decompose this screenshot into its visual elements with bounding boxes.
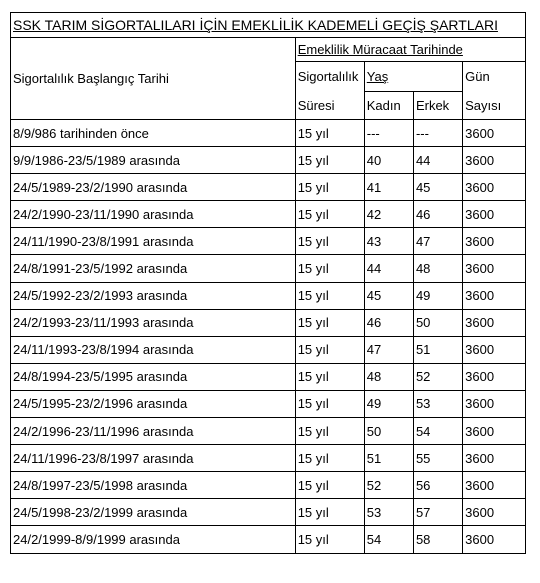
- insurance-duration-header-top: [295, 62, 364, 92]
- table-row: [11, 120, 526, 147]
- insurance-duration-cell: 15 yıl: [295, 147, 364, 174]
- start-date-cell: 24/2/1993-23/11/1993 arasında: [11, 309, 296, 336]
- male-age-cell: 44: [413, 147, 462, 174]
- female-age-cell: 41: [364, 174, 413, 201]
- table-row: [11, 147, 526, 174]
- male-age-cell: 55: [413, 445, 462, 472]
- day-count-cell: 3600: [463, 526, 526, 553]
- insurance-duration-cell: 15 yıl: [295, 526, 364, 553]
- female-age-cell: 40: [364, 147, 413, 174]
- table-row: [11, 174, 526, 201]
- table-row: [11, 526, 526, 553]
- female-age-cell: 49: [364, 390, 413, 417]
- day-count-cell: 3600: [463, 472, 526, 499]
- start-date-cell: 24/5/1992-23/2/1993 arasında: [11, 282, 296, 309]
- table-row: [11, 499, 526, 526]
- start-date-cell: 9/9/1986-23/5/1989 arasında: [11, 147, 296, 174]
- female-age-cell: 43: [364, 228, 413, 255]
- start-date-cell: 24/2/1999-8/9/1999 arasında: [11, 526, 296, 553]
- insurance-duration-cell: 15 yıl: [295, 228, 364, 255]
- retirement-conditions-sheet: [10, 12, 526, 554]
- day-count-cell: 3600: [463, 174, 526, 201]
- male-age-cell: 58: [413, 526, 462, 553]
- start-date-cell: 24/11/1990-23/8/1991 arasında: [11, 228, 296, 255]
- day-count-cell: 3600: [463, 120, 526, 147]
- start-date-cell: 24/5/1995-23/2/1996 arasında: [11, 390, 296, 417]
- day-count-cell: 3600: [463, 282, 526, 309]
- day-count-header-top: [463, 62, 526, 92]
- male-age-cell: 57: [413, 499, 462, 526]
- retirement-conditions-table: [10, 12, 526, 554]
- age-label: Yaş: [366, 69, 389, 84]
- female-age-cell: 50: [364, 418, 413, 445]
- day-count-cell: 3600: [463, 336, 526, 363]
- insurance-duration-cell: 15 yıl: [295, 445, 364, 472]
- day-count-cell: 3600: [463, 147, 526, 174]
- insurance-duration-cell: 15 yıl: [295, 499, 364, 526]
- insurance-duration-cell: 15 yıl: [295, 174, 364, 201]
- table-row: [11, 445, 526, 472]
- start-date-cell: 24/5/1998-23/2/1999 arasında: [11, 499, 296, 526]
- start-date-cell: 24/11/1996-23/8/1997 arasında: [11, 445, 296, 472]
- day-count-cell: 3600: [463, 499, 526, 526]
- day-count-cell: 3600: [463, 255, 526, 282]
- header-row-1: [11, 38, 526, 62]
- female-age-cell: 47: [364, 336, 413, 363]
- female-age-cell: 42: [364, 201, 413, 228]
- insurance-duration-line1: Sigortalılık: [297, 69, 359, 85]
- female-age-cell: 46: [364, 309, 413, 336]
- table-row: [11, 336, 526, 363]
- female-age-cell: 44: [364, 255, 413, 282]
- table-title-cell: [11, 13, 526, 38]
- male-age-cell: 48: [413, 255, 462, 282]
- day-count-cell: 3600: [463, 201, 526, 228]
- start-date-cell: 24/2/1996-23/11/1996 arasında: [11, 418, 296, 445]
- male-age-cell: 51: [413, 336, 462, 363]
- female-age-cell: 54: [364, 526, 413, 553]
- day-count-cell: 3600: [463, 363, 526, 390]
- table-row: [11, 472, 526, 499]
- table-title: SSK TARIM SİGORTALILARI İÇİN EMEKLİLİK KADEMELİ GEÇİŞ ŞARTLARI: [13, 17, 498, 33]
- title-row: [11, 13, 526, 38]
- insurance-duration-header-bottom: [295, 92, 364, 120]
- start-date-cell: 24/2/1990-23/11/1990 arasında: [11, 201, 296, 228]
- female-age-cell: 52: [364, 472, 413, 499]
- age-header: [364, 62, 462, 92]
- day-count-cell: 3600: [463, 418, 526, 445]
- insurance-duration-cell: 15 yıl: [295, 255, 364, 282]
- start-date-cell: 8/9/986 tarihinden önce: [11, 120, 296, 147]
- table-row: [11, 309, 526, 336]
- day-count-cell: 3600: [463, 228, 526, 255]
- female-age-header: Kadın: [364, 92, 413, 120]
- start-date-cell: 24/8/1997-23/5/1998 arasında: [11, 472, 296, 499]
- start-date-header: Sigortalılık Başlangıç Tarihi: [11, 38, 296, 120]
- table-row: [11, 363, 526, 390]
- day-count-line1: Gün: [465, 69, 490, 85]
- male-age-cell: 56: [413, 472, 462, 499]
- insurance-duration-cell: 15 yıl: [295, 472, 364, 499]
- table-row: [11, 228, 526, 255]
- male-age-cell: 50: [413, 309, 462, 336]
- table-row: [11, 282, 526, 309]
- male-age-cell: 45: [413, 174, 462, 201]
- insurance-duration-cell: 15 yıl: [295, 336, 364, 363]
- insurance-duration-cell: 15 yıl: [295, 201, 364, 228]
- insurance-duration-cell: 15 yıl: [295, 120, 364, 147]
- male-age-cell: 52: [413, 363, 462, 390]
- female-age-cell: ---: [364, 120, 413, 147]
- insurance-duration-line2: Süresi: [297, 97, 335, 113]
- start-date-cell: 24/5/1989-23/2/1990 arasında: [11, 174, 296, 201]
- insurance-duration-cell: 15 yıl: [295, 390, 364, 417]
- insurance-duration-cell: 15 yıl: [295, 282, 364, 309]
- application-group-label: Emeklilik Müracaat Tarihinde: [297, 42, 463, 57]
- male-age-cell: ---: [413, 120, 462, 147]
- table-row: [11, 255, 526, 282]
- table-row: [11, 201, 526, 228]
- day-count-cell: 3600: [463, 390, 526, 417]
- table-row: [11, 418, 526, 445]
- day-count-cell: 3600: [463, 309, 526, 336]
- female-age-cell: 48: [364, 363, 413, 390]
- male-age-cell: 54: [413, 418, 462, 445]
- start-date-cell: 24/8/1991-23/5/1992 arasında: [11, 255, 296, 282]
- day-count-cell: 3600: [463, 445, 526, 472]
- application-group-header: [295, 38, 525, 62]
- male-age-cell: 47: [413, 228, 462, 255]
- male-age-cell: 49: [413, 282, 462, 309]
- day-count-header-bottom: [463, 92, 526, 120]
- female-age-cell: 51: [364, 445, 413, 472]
- day-count-line2: Sayısı: [465, 97, 502, 113]
- insurance-duration-cell: 15 yıl: [295, 418, 364, 445]
- start-date-cell: 24/11/1993-23/8/1994 arasında: [11, 336, 296, 363]
- male-age-cell: 46: [413, 201, 462, 228]
- table-row: [11, 390, 526, 417]
- male-age-cell: 53: [413, 390, 462, 417]
- female-age-cell: 53: [364, 499, 413, 526]
- female-age-cell: 45: [364, 282, 413, 309]
- insurance-duration-cell: 15 yıl: [295, 363, 364, 390]
- start-date-cell: 24/8/1994-23/5/1995 arasında: [11, 363, 296, 390]
- insurance-duration-cell: 15 yıl: [295, 309, 364, 336]
- male-age-header: Erkek: [413, 92, 462, 120]
